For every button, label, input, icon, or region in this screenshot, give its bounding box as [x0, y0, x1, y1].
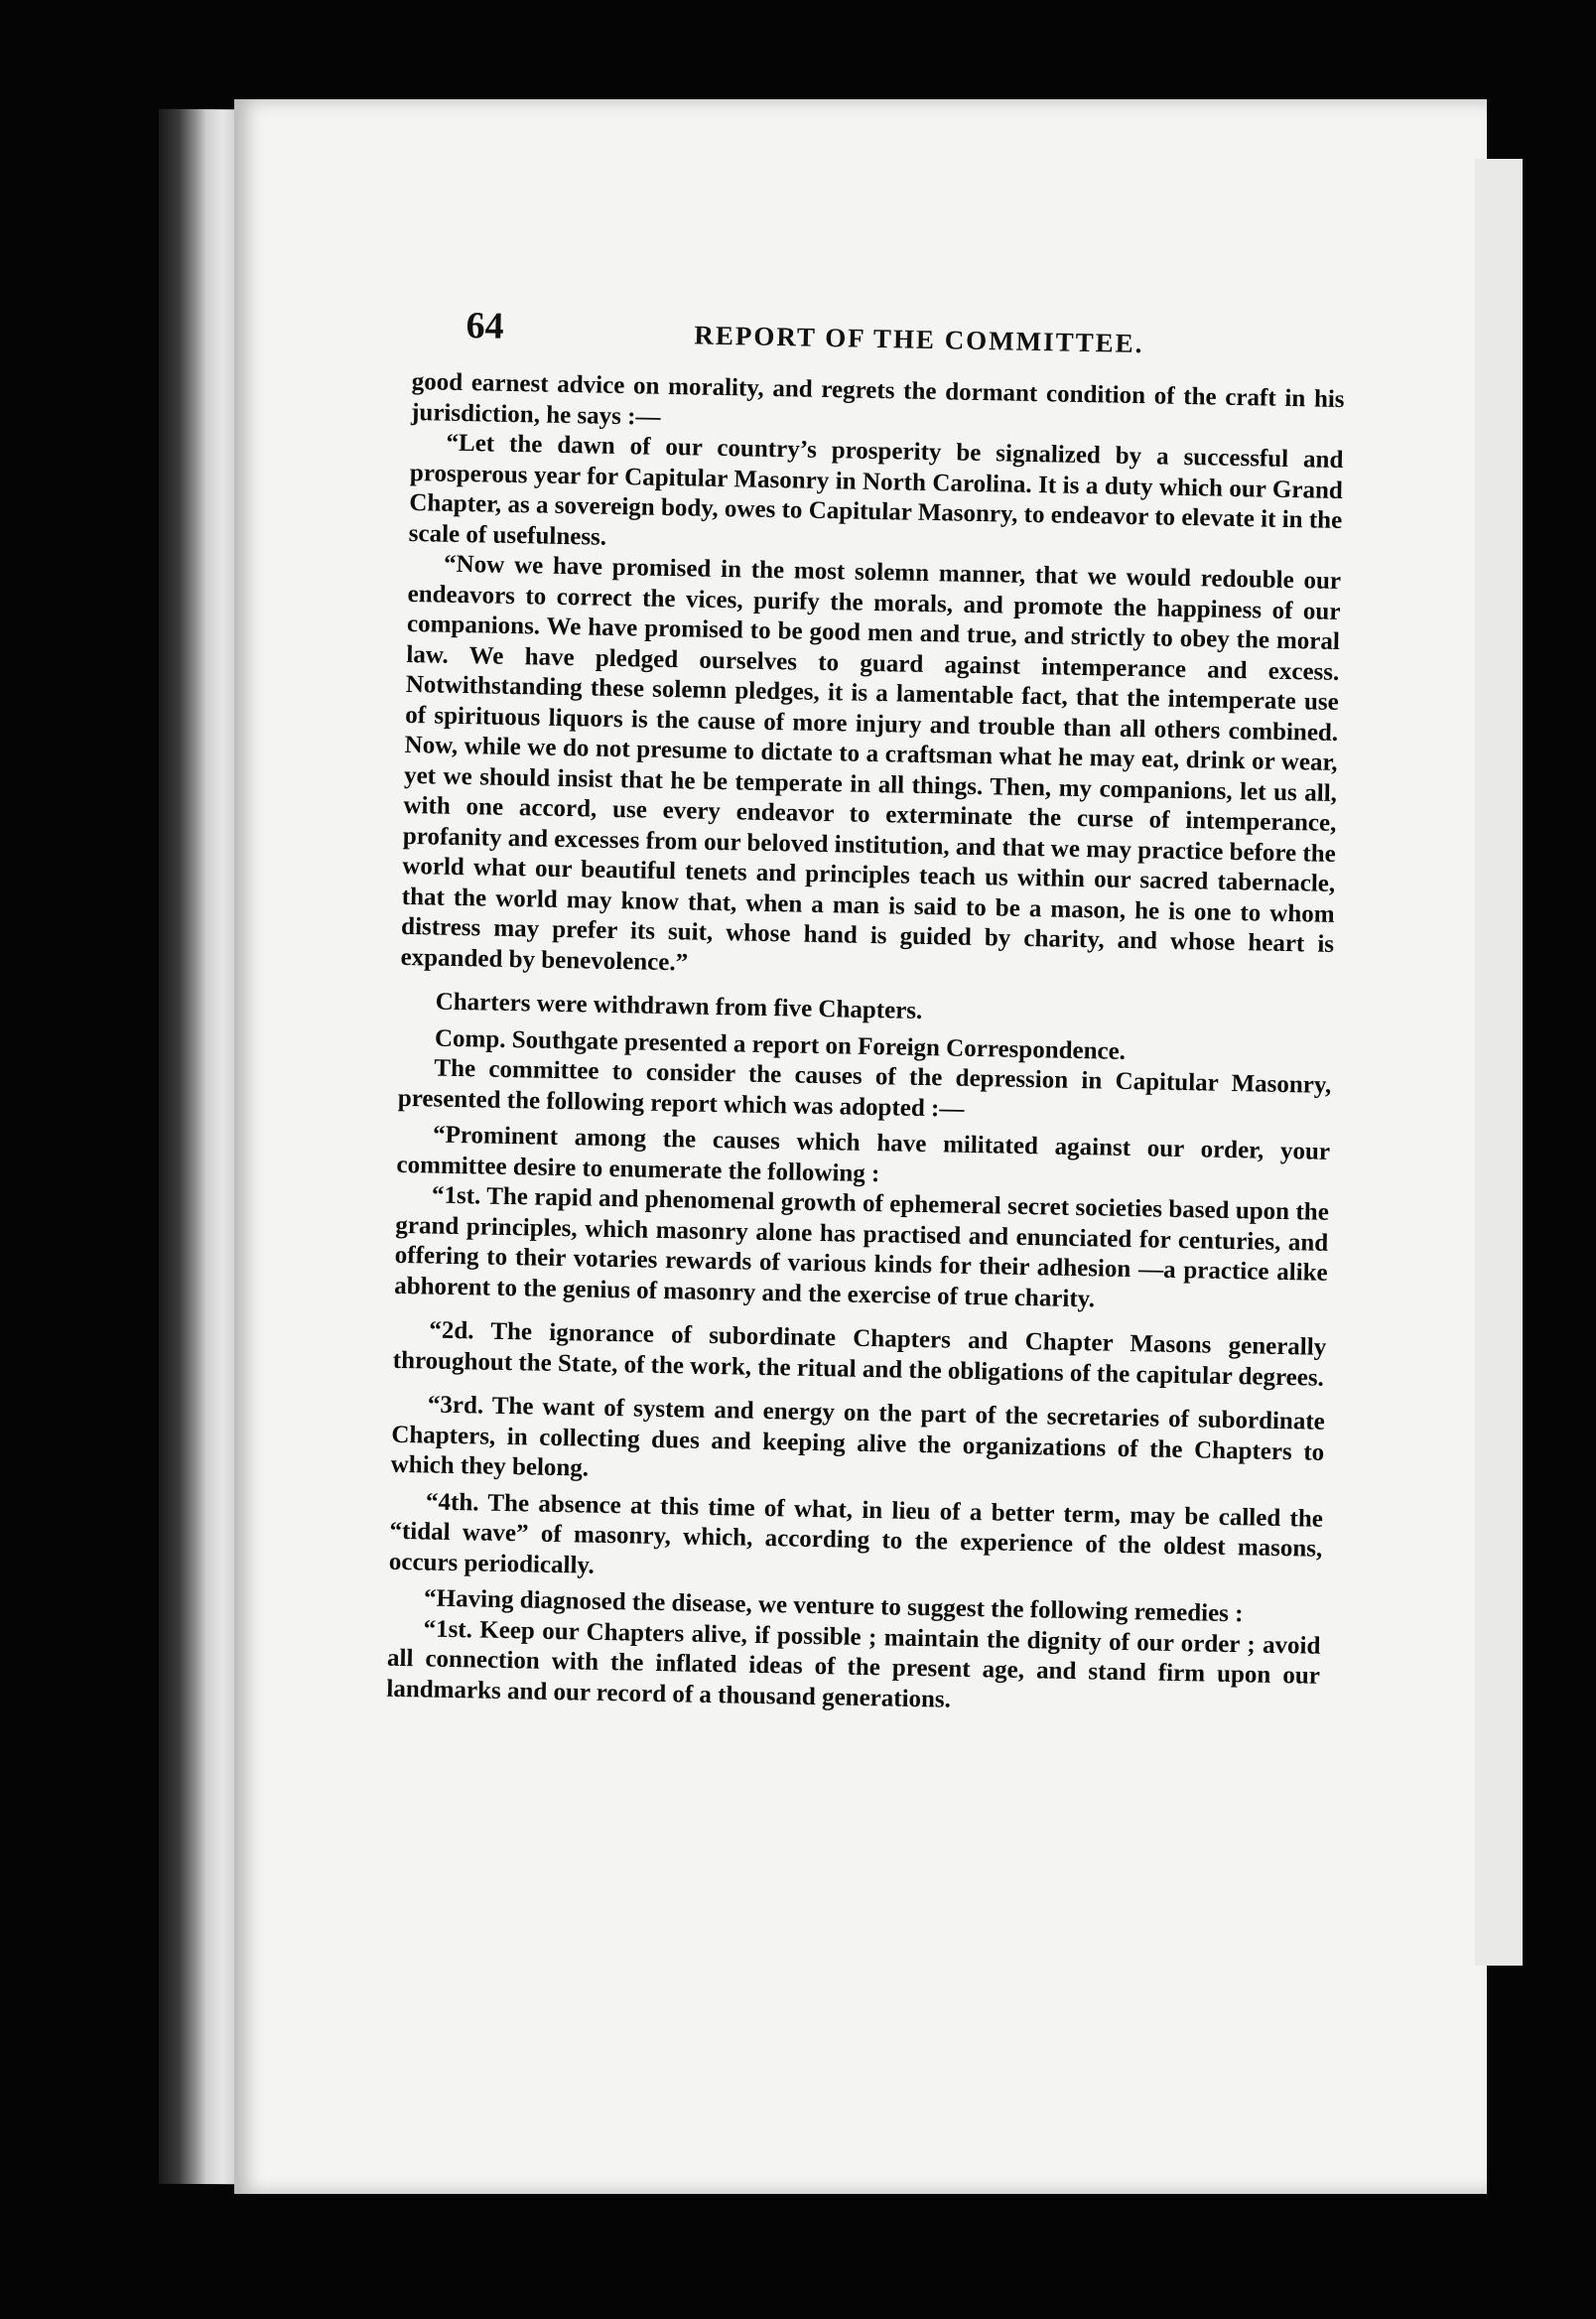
paragraph: “4th. The absence at this time of what, in lieu of a better term, may be called the “tidal wave” of masonry, which, according to the experience of the oldest masons, occurs periodically. [388, 1487, 1324, 1579]
paragraph: Charters were withdrawn from five Chapters. [435, 988, 923, 1024]
paragraph: “Prominent among the causes which have militated against our order, your committee desire to enumerate the following : [396, 1121, 1331, 1187]
running-head: REPORT OF THE COMMITTEE. [694, 320, 1144, 359]
paragraph: “1st. Keep our Chapters alive, if possible ; maintain the dignity of our order ; avoid all connection with the inflated ideas of the present age, and stand firm upon our landmarks and our record of a thousand generations. [386, 1614, 1321, 1713]
facing-page-edge [1475, 159, 1523, 1966]
page-number: 64 [466, 304, 504, 347]
paragraph: Comp. Southgate presented a report on Foreign Correspondence. [434, 1024, 1127, 1065]
paragraph: The committee to consider the causes of the depression in Capitular Masonry, presented the following report which was adopted :— [397, 1054, 1332, 1123]
paragraph: “Now we have promised in the most solemn manner, that we would redouble our endeavors to correct the vices, purify the morals, and promote the happiness of our companions. We have promised to be good men and true, and strictly to obey the moral law. We have pledged ourselves to guard against intemperance and excess. Notwithstanding these solemn pledges, it is a lamentable fact, that the intemperate use of spirituous liquors is the cause of more injury and trouble than all others combined. Now, while we do not presume to dictate to a craftsman what he may eat, drink or wear, yet we should insist that he be temperate in all things. Then, my companions, let us all, with one accord, use every endeavor to exterminate the curse of intemperance, profanity and excesses from our beloved institution, and that we may practice before the world what our beautiful tenets and principles teach us within our sacred tabernacle, that the world may know that, when a man is said to be a mason, he is one to whom distress may prefer its suit, whose hand is guided by charity, and whose heart is expanded by benevolence.” [400, 550, 1342, 976]
paragraph: “Let the dawn of our country’s prosperity be signalized by a successful and prosperous year for Capitular Masonry in North Carolina. It is a duty which our Grand Chapter, as a sovereign body, owes to Capitular Masonry, to endeavor to elevate it in the scale of usefulness. [408, 429, 1344, 551]
paragraph: “2d. The ignorance of subordinate Chapters and Chapter Masons generally throughout the State, of the work, the ritual and the obligations of the capitular degrees. [392, 1316, 1327, 1392]
body-text [386, 367, 1345, 1722]
paragraph: “3rd. The want of system and energy on the part of the secretaries of subordinate Chapters, in collecting dues and keeping alive the organizations of the Chapters to which they belong. [390, 1391, 1326, 1482]
paragraph: good earnest advice on morality, and regrets the dormant condition of the craft in his jurisdiction, he says :— [410, 367, 1345, 431]
paragraph: “Having diagnosed the disease, we venture to suggest the following remedies : [423, 1584, 1244, 1628]
paragraph: “1st. The rapid and phenomenal growth of ephemeral secret societies based upon the grand principles, which masonry alone has practised and enunciated for centuries, and offering to their votaries rewards of various kinds for their adhesion —a practice alike abhorent to the genius of masonry and the exercise of true charity. [393, 1181, 1330, 1312]
book-spine-edge [159, 109, 238, 2185]
